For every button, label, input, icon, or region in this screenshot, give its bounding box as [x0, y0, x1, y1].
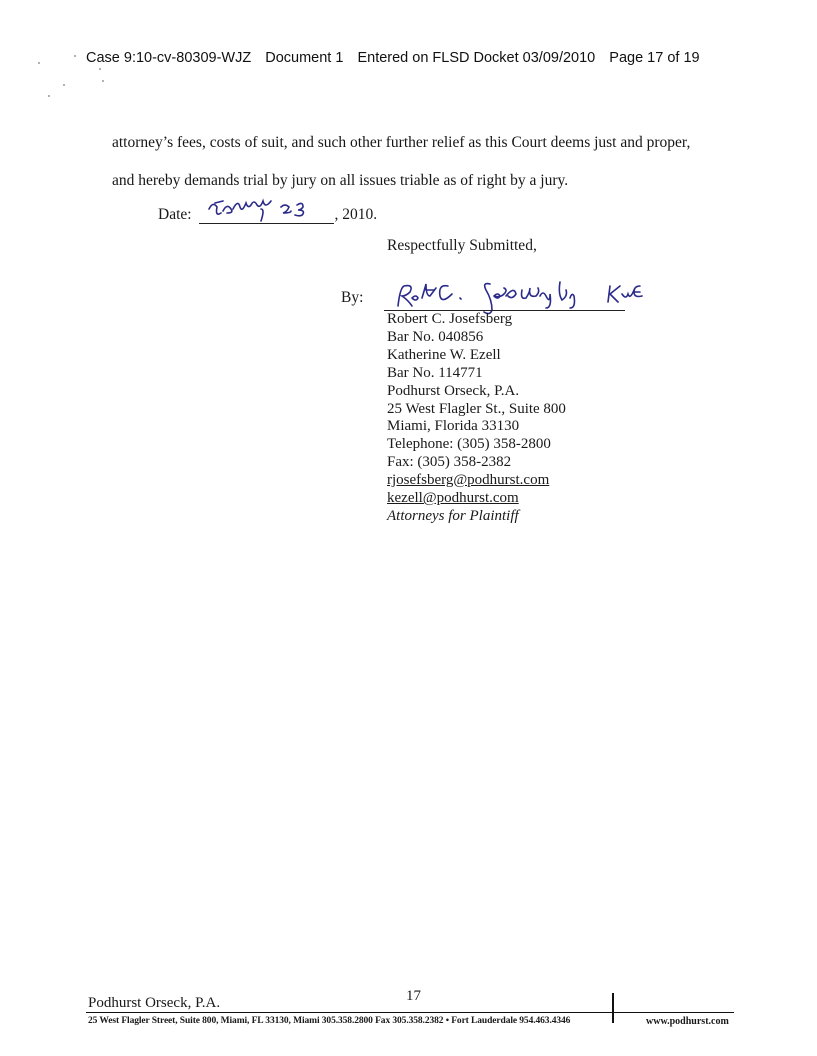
- scan-speck: [63, 84, 65, 86]
- body-line-1: attorney’s fees, costs of suit, and such other further relief as this Court deems just and proper,: [112, 134, 691, 151]
- page-count: Page 17 of 19: [609, 50, 700, 66]
- bar-number-2: Bar No. 114771: [387, 364, 483, 381]
- telephone: Telephone: (305) 358-2800: [387, 436, 551, 453]
- handwritten-date-signature: [203, 195, 333, 225]
- footer-website: www.podhurst.com: [646, 1016, 729, 1027]
- footer-divider: [86, 1012, 734, 1013]
- case-number: Case 9:10-cv-80309-WJZ: [86, 50, 252, 66]
- fax: Fax: (305) 358-2382: [387, 454, 512, 471]
- body-line-2: and hereby demands trial by jury on all issues triable as of right by a jury.: [112, 172, 569, 189]
- signature-block: [387, 311, 566, 526]
- street-address: 25 West Flagler St., Suite 800: [387, 400, 566, 417]
- closing: Respectfully Submitted,: [387, 237, 537, 254]
- date-label: Date:: [158, 206, 192, 223]
- footer-vertical-divider: [612, 993, 614, 1023]
- document-number: Document 1: [265, 50, 344, 66]
- firm-name: Podhurst Orseck, P.A.: [387, 382, 520, 399]
- footer-address: 25 West Flagler Street, Suite 800, Miami, FL 33130, Miami 305.358.2800 Fax 305.358.2382 • Fort Lauderdale 954.463.4346: [88, 1016, 571, 1026]
- date-blank: [199, 205, 334, 224]
- by-label: By:: [341, 289, 364, 306]
- page-number: 17: [406, 988, 421, 1004]
- scan-speck: [38, 62, 40, 64]
- attorney-name-1: Robert C. Josefsberg: [387, 311, 513, 327]
- docket-header: [86, 50, 710, 66]
- scan-speck: [102, 80, 104, 82]
- scan-speck: [74, 55, 76, 57]
- email-link-1[interactable]: rjosefsberg@podhurst.com: [387, 472, 550, 489]
- city-state-zip: Miami, Florida 33130: [387, 418, 520, 435]
- scan-speck: [48, 95, 50, 97]
- bar-number-1: Bar No. 040856: [387, 328, 484, 345]
- email-link-2[interactable]: kezell@podhurst.com: [387, 490, 519, 507]
- attorney-name-2: Katherine W. Ezell: [387, 346, 501, 363]
- footer-firm-name: Podhurst Orseck, P.A.: [88, 995, 221, 1011]
- date-year: , 2010.: [334, 206, 378, 223]
- date-line: [158, 205, 377, 224]
- scan-speck: [99, 68, 101, 70]
- docket-entry: Entered on FLSD Docket 03/09/2010: [357, 50, 596, 66]
- attorney-role: Attorneys for Plaintiff: [387, 507, 519, 524]
